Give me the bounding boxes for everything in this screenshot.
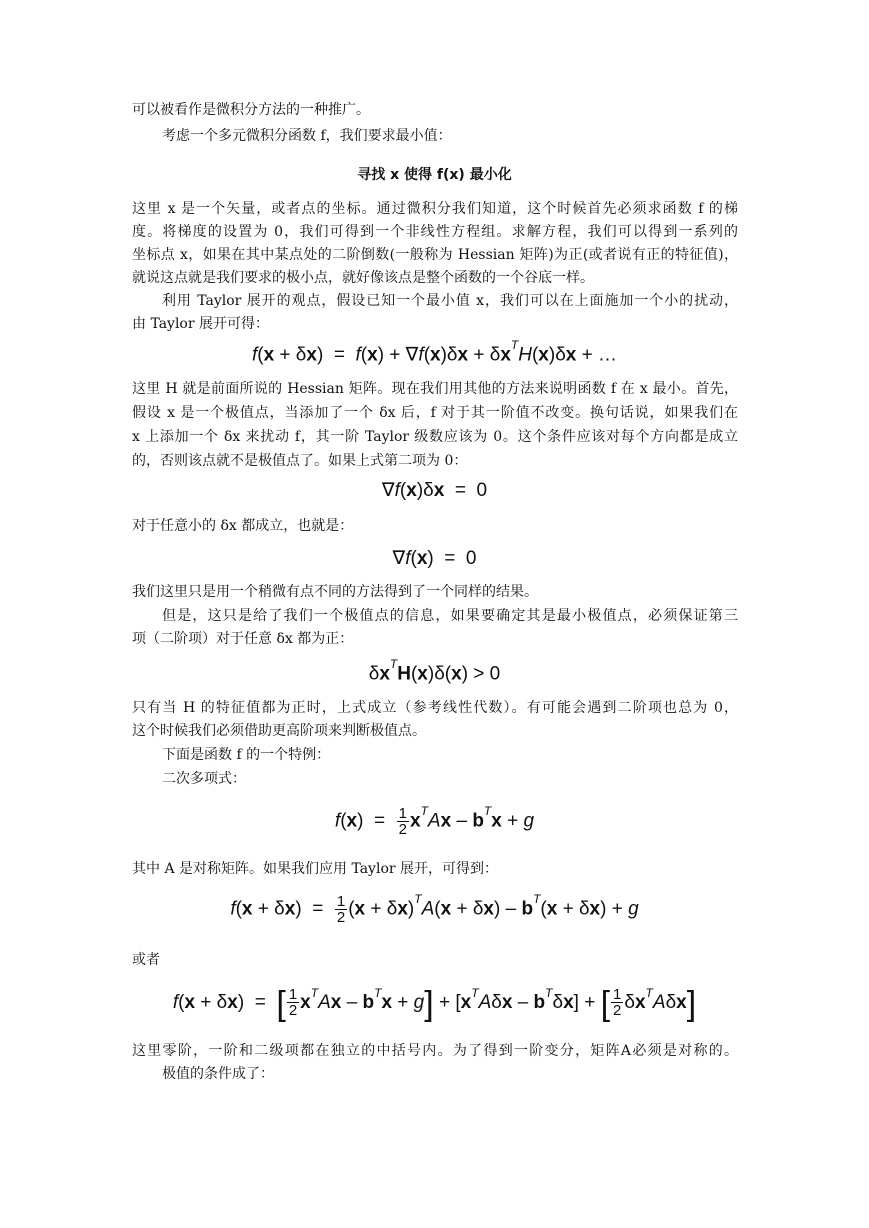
text-line: 但是，这只是给了我们一个极值点的信息，如果要确定其是最小极值点，必须保证第三 <box>162 608 738 624</box>
equation-second-order-positive: $\delta x^TH(x)\delta(x) > 0$ <box>368 657 501 685</box>
text-line: 这个时候我们必须借助更高阶项来判断极值点。 <box>132 723 426 739</box>
text-line: 这里 H 就是前面所说的 Hessian 矩阵。现在我们用其他的方法来说明函数 f 在 x 最小。首先， <box>132 381 738 397</box>
text-line: 我们这里只是用一个稍微有点不同的方法得到了一个同样的结果。 <box>132 584 538 600</box>
text-line: 假设 x 是一个极值点，当添加了一个 δx 后，f 对于其一阶值不改变。换句话说，如果我们在 <box>132 405 738 421</box>
equation-gradient-zero: ∇f(x) = 0 <box>392 548 477 569</box>
equation-first-order-term: ∇f(x)δx = 0 <box>381 480 488 501</box>
text-line: 其中 A 是对称矩阵。如果我们应用 Taylor 展开，可得到： <box>132 861 499 877</box>
equation-quadratic: f(x) = $\frac{1}{2}$ $x^TAx - b^Tx + g$ <box>334 804 535 838</box>
text-line: 只有当 H 的特征值都为正时，上式成立（参考线性代数）。有可能会遇到二阶项也总为 0， <box>132 700 738 716</box>
text-line: 坐标点 x，如果在其中某点处的二阶倒数(一般称为 Hessian 矩阵)为正(或者说有正的特征值)， <box>132 247 738 263</box>
text-line: 对于任意小的 δx 都成立，也就是： <box>132 518 354 534</box>
text-line: 项（二阶项）对于任意 δx 都为正： <box>132 631 354 647</box>
text-line: 由 Taylor 展开可得： <box>132 316 270 332</box>
equation-quadratic-taylor: f(x + δx) = $\frac{1}{2}$ $(x + \delta x)^TA(x + \delta x) - b^T(x + \delta x) + g$ <box>230 892 639 926</box>
equation-taylor-expansion: $f(x + \delta x) = f(x) + \nabla f(x)\delta x + \delta x^TH(x)\delta x$ + … <box>251 338 618 366</box>
equation-quadratic-expanded: f(x + δx) = [ $\frac{1}{2}$ $x^TAx - b^Tx + g] + [x^TA\delta x - b^T\delta x]$ + [ $\frac{1}{2}$ $\delta x^TA\delta x$] <box>172 985 697 1023</box>
text-line: 这里零阶，一阶和二级项都在独立的中括号内。为了得到一阶变分，矩阵A必须是对称的。 <box>132 1043 738 1059</box>
text-line: 下面是函数 f 的一个特例： <box>162 747 331 763</box>
section-heading: 寻找 x 使得 f(x) 最小化 <box>357 167 512 183</box>
text-line: 这里 x 是一个矢量，或者点的坐标。通过微积分我们知道，这个时候首先必须求函数 f 的梯 <box>132 201 738 217</box>
text-line: 或者 <box>132 952 160 968</box>
text-line: 考虑一个多元微积分函数 f，我们要求最小值： <box>162 128 452 144</box>
text-line: x 上添加一个 δx 来扰动 f，其一阶 Taylor 级数应该为 0。这个条件应该对每个方向都是成立 <box>132 429 738 445</box>
text-line: 极值的条件成了： <box>162 1066 274 1082</box>
text-line: 的，否则该点就不是极值点了。如果上式第二项为 0： <box>132 453 468 469</box>
text-line: 度。将梯度的设置为 0，我们可得到一个非线性方程组。求解方程，我们可以得到一系列的 <box>132 224 738 240</box>
text-line: 就说这点就是我们要求的极小点，就好像该点是整个函数的一个谷底一样。 <box>132 270 594 286</box>
text-line: 二次多项式： <box>162 771 246 787</box>
text-line: 利用 Taylor 展开的观点，假设已知一个最小值 x，我们可以在上面施加一个小的扰动， <box>162 293 738 309</box>
text-line: 可以被看作是微积分方法的一种推广。 <box>132 102 370 118</box>
